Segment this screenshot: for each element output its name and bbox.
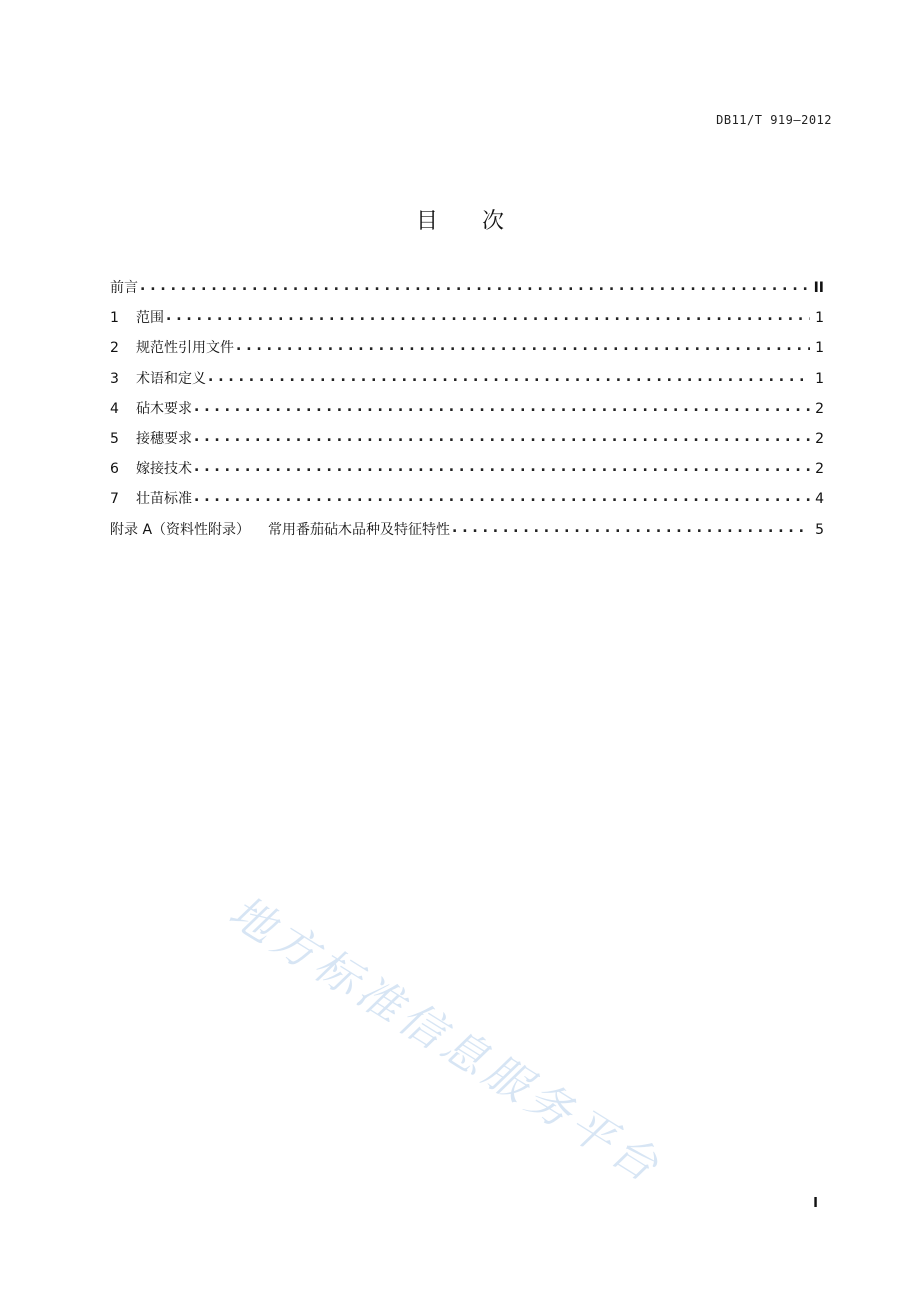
toc-entry-page: II: [813, 280, 824, 296]
toc-entry-label: 嫁接技术: [136, 461, 192, 478]
page-number: I: [813, 1196, 818, 1211]
toc-entry-7[interactable]: [110, 488, 824, 518]
toc-dot-leader: [194, 399, 810, 413]
toc-dot-leader: [194, 459, 810, 473]
toc-entry-page: 1: [815, 370, 824, 387]
toc-entry-number: 1: [110, 310, 119, 327]
toc-entry-2[interactable]: [110, 337, 824, 367]
toc-entry-foreword[interactable]: [110, 277, 824, 307]
toc-dot-leader: [194, 429, 810, 443]
toc-entry-4[interactable]: [110, 398, 824, 428]
toc-entry-1[interactable]: [110, 307, 824, 337]
toc-dot-leader: [452, 520, 810, 534]
toc-dot-leader: [140, 278, 810, 292]
toc-entry-sublabel: 常用番茄砧木品种及特征特性: [268, 521, 451, 538]
toc-entry-label: 附录 A（资料性附录）: [110, 521, 251, 538]
page-title: 目次: [415, 209, 548, 234]
toc-entry-number: 3: [110, 370, 119, 387]
table-of-contents: [110, 277, 824, 549]
toc-entry-label: 砧木要求: [136, 400, 192, 417]
toc-entry-label: 规范性引用文件: [136, 340, 234, 357]
toc-entry-3[interactable]: [110, 368, 824, 398]
toc-entry-5[interactable]: [110, 428, 824, 458]
toc-entry-page: 1: [815, 340, 824, 357]
toc-entry-page: 4: [815, 491, 824, 508]
toc-entry-label: 前言: [110, 280, 138, 296]
toc-entry-number: 2: [110, 340, 119, 357]
toc-entry-label: 术语和定义: [136, 370, 206, 387]
toc-dot-leader: [208, 369, 810, 383]
toc-entry-number: 4: [110, 400, 119, 417]
toc-dot-leader: [166, 308, 810, 322]
toc-entry-appendix-a[interactable]: [110, 519, 824, 549]
toc-entry-page: 2: [815, 461, 824, 478]
toc-dot-leader: [194, 489, 810, 503]
toc-entry-label: 范围: [136, 310, 164, 327]
toc-entry-page: 5: [815, 521, 824, 538]
watermark-text: 地方标准信息服务平台: [220, 886, 672, 1195]
toc-entry-page: 1: [815, 310, 824, 327]
toc-entry-number: 5: [110, 430, 119, 447]
toc-entry-label: 接穗要求: [136, 430, 192, 447]
toc-entry-label: 壮苗标准: [136, 491, 192, 508]
toc-entry-page: 2: [815, 430, 824, 447]
toc-entry-number: 7: [110, 491, 119, 508]
toc-entry-page: 2: [815, 400, 824, 417]
document-code: DB11/T 919—2012: [716, 113, 832, 127]
toc-entry-6[interactable]: [110, 458, 824, 488]
toc-dot-leader: [236, 338, 810, 352]
toc-entry-number: 6: [110, 461, 119, 478]
